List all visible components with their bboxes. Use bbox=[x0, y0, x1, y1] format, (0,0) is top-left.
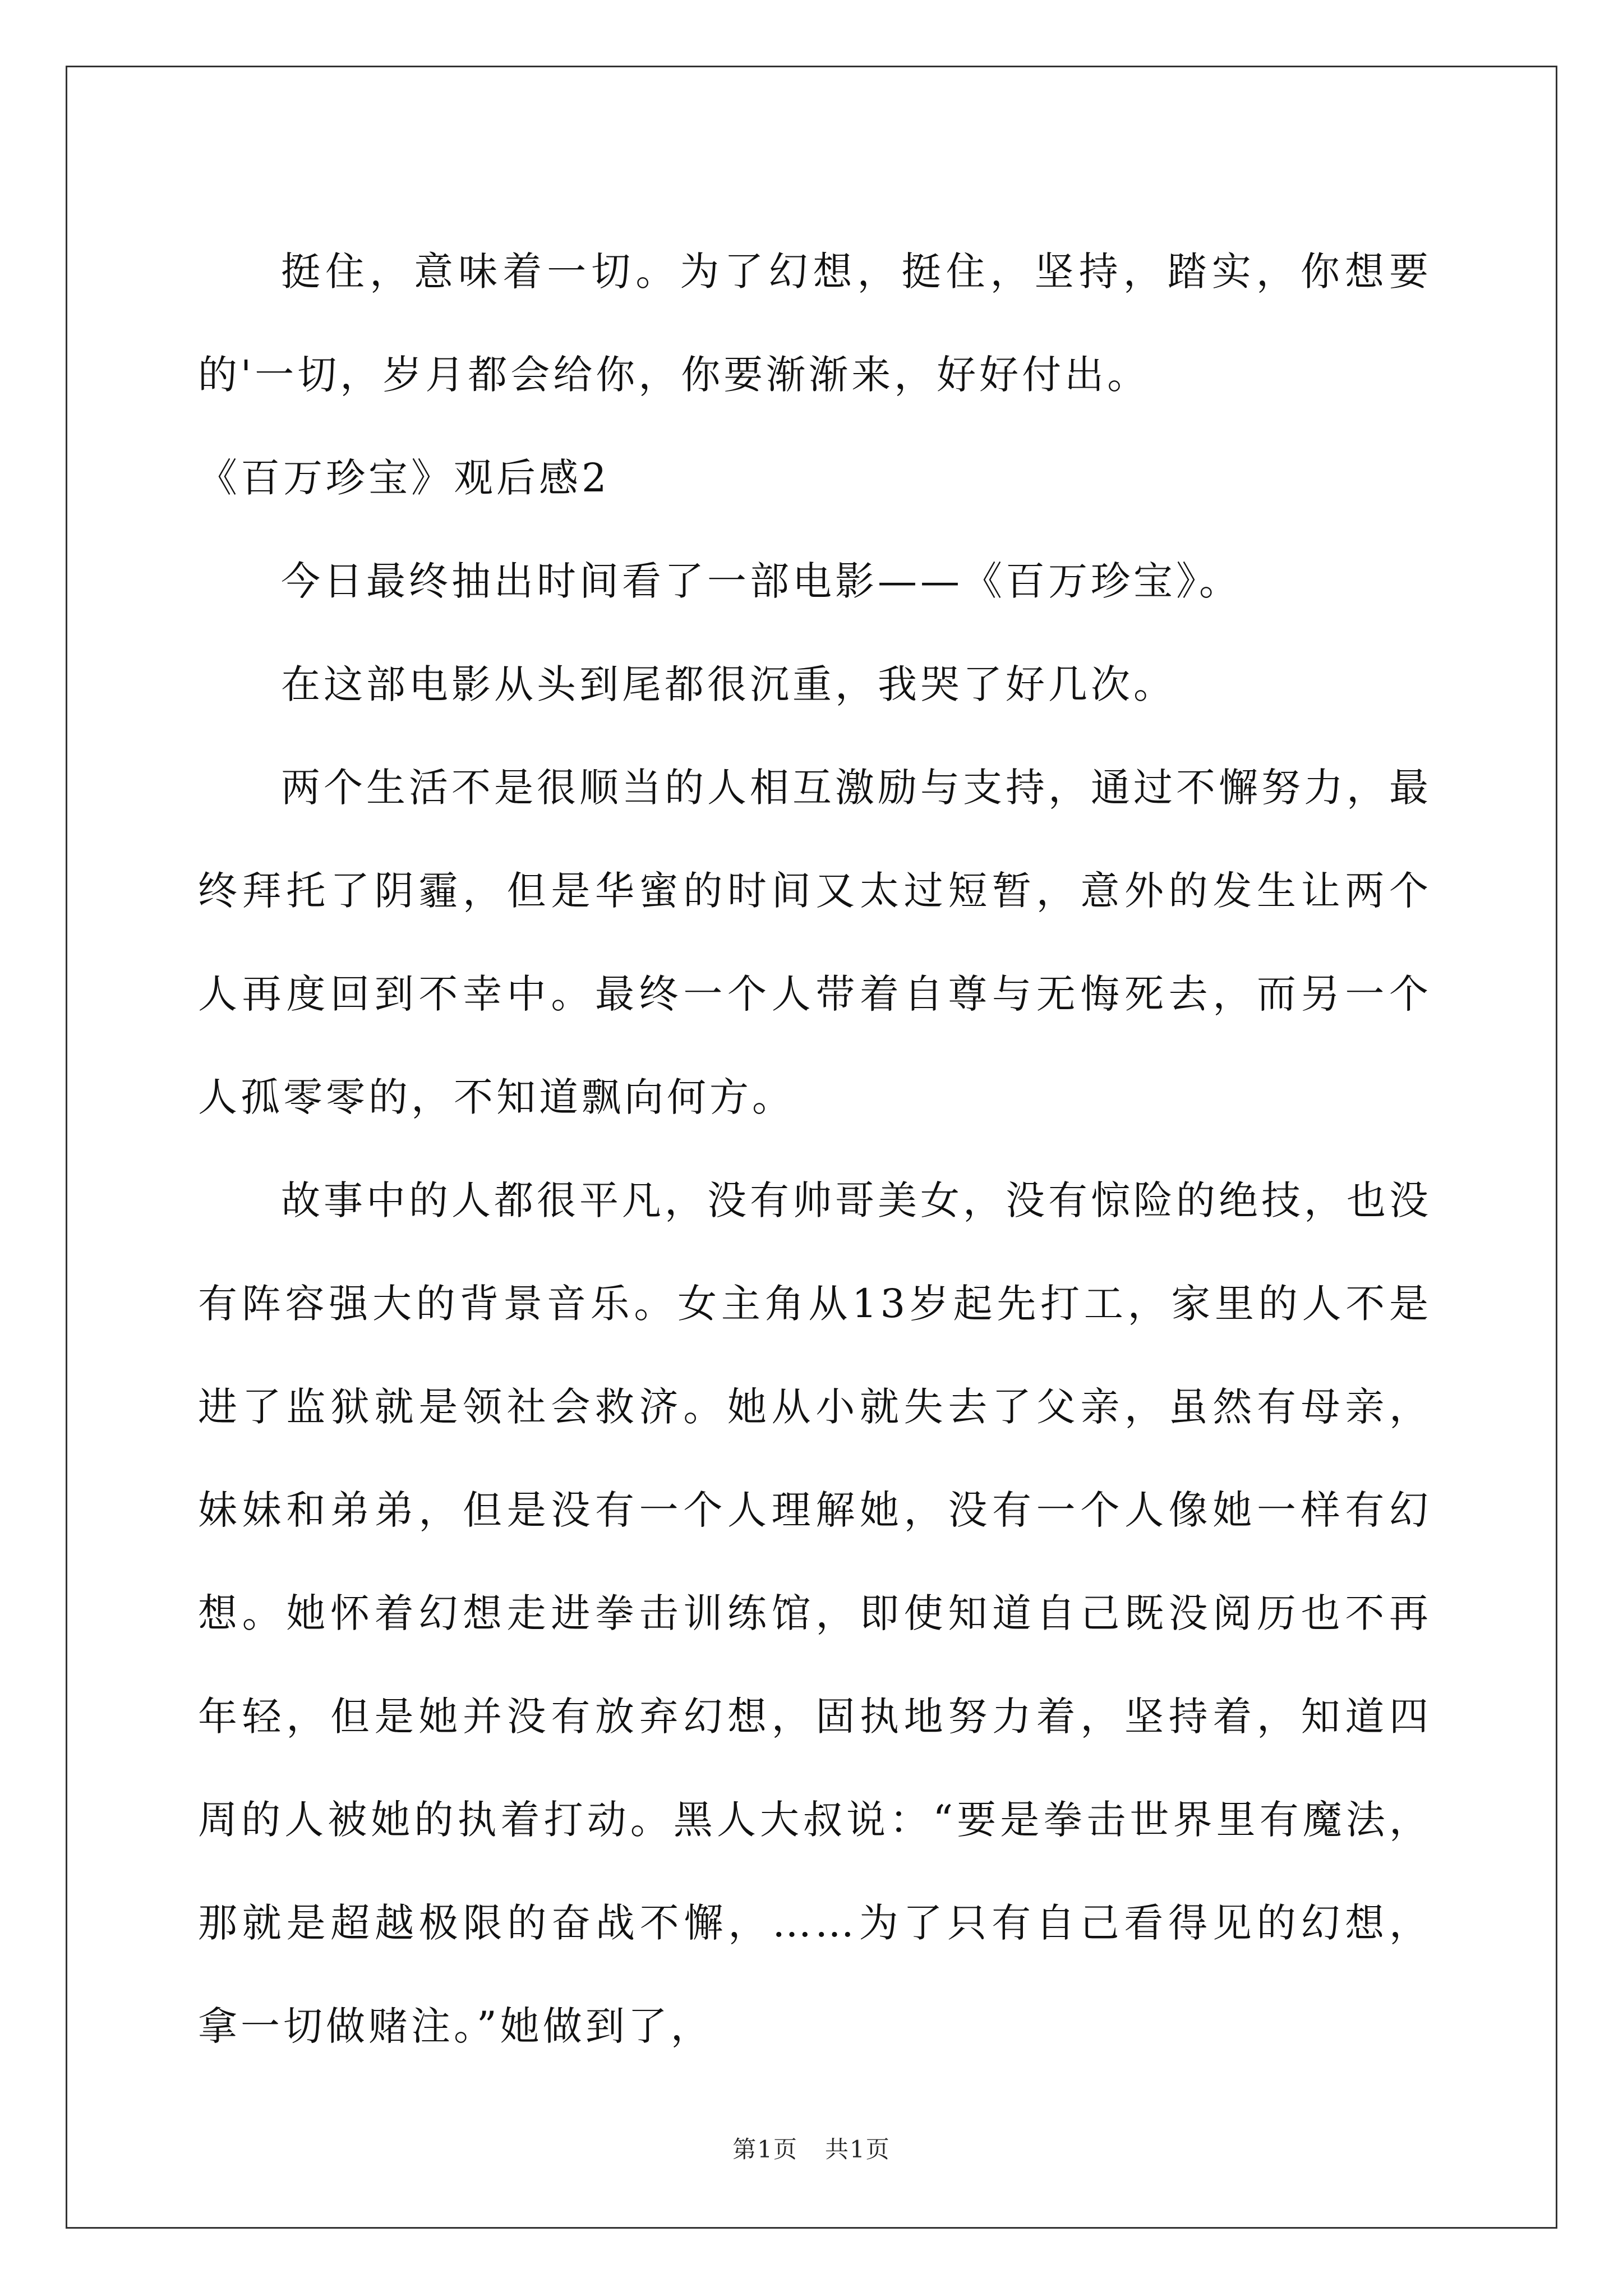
page-footer bbox=[0, 2133, 1623, 2166]
page-number: 第1页 bbox=[732, 2136, 798, 2163]
paragraph: 今日最终抽出时间看了一部电影——《百万珍宝》。 bbox=[281, 558, 1242, 604]
paragraph: 两个生活不是很顺当的人相互激励与支持，通过不懈努力，最终拜托了阴霾，但是华蜜的时间又太过短暂，意外的发生让两个人再度回到不幸中。最终一个人带着自尊与无悔死去，而另一个人孤零零的，不知道飘向何方。 bbox=[198, 765, 1432, 1120]
section-heading: 《百万珍宝》观后感2 bbox=[198, 455, 610, 501]
page-total: 共1页 bbox=[825, 2136, 891, 2163]
paragraph: 在这部电影从头到尾都很沉重，我哭了好几次。 bbox=[281, 661, 1176, 707]
paragraph: 挺住，意味着一切。为了幻想，挺住，坚持，踏实，你想要的'一切，岁月都会给你，你要渐渐来，好好付出。 bbox=[198, 249, 1432, 398]
document-body bbox=[198, 220, 1432, 2078]
paragraph: 故事中的人都很平凡，没有帅哥美女，没有惊险的绝技，也没有阵容强大的背景音乐。女主角从13岁起先打工，家里的人不是进了监狱就是领社会救济。她从小就失去了父亲，虽然有母亲，妹妹和弟弟，但是没有一个人理解她，没有一个人像她一样有幻想。她怀着幻想走进拳击训练馆，即使知道自己既没阅历也不再年轻，但是她并没有放弃幻想，固执地努力着，坚持着，知道四周的人被她的执着打动。黑人大叔说：“要是拳击世界里有魔法，那就是超越极限的奋战不懈，……为了只有自己看得见的幻想，拿一切做赌注。”她做到了， bbox=[198, 1177, 1432, 2049]
